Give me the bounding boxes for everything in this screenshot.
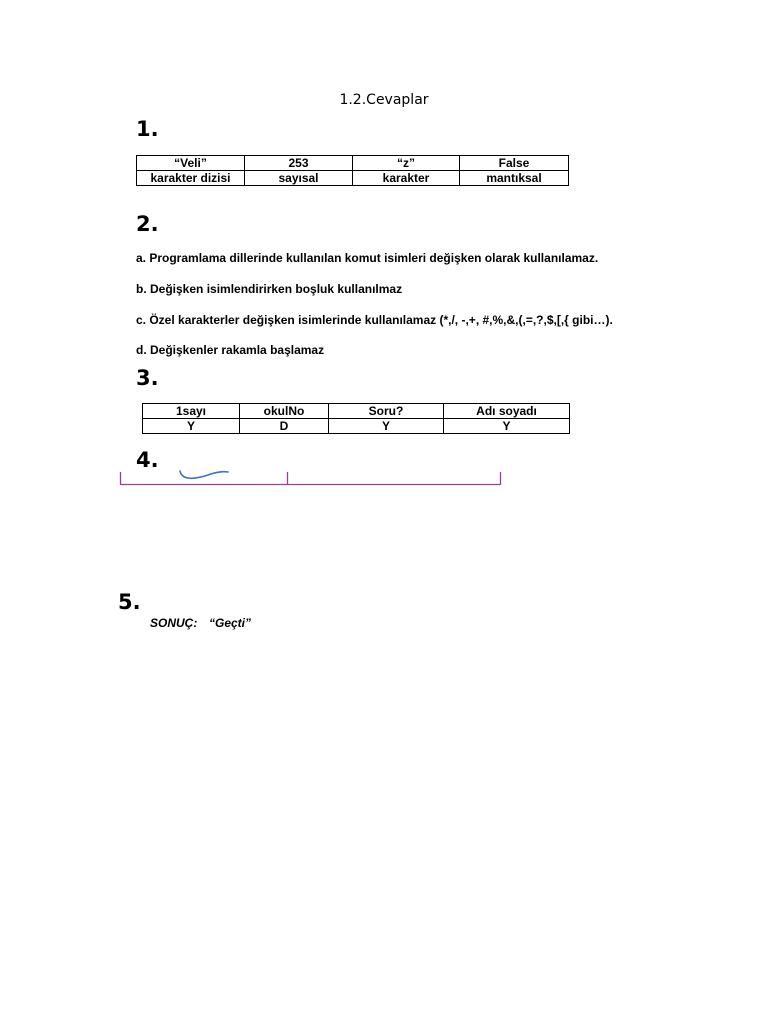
table-cell: mantıksal — [460, 171, 569, 186]
table-cell: 1sayı — [143, 404, 240, 419]
section-3-number: 3. — [136, 366, 159, 390]
result-value: “Geçti” — [209, 616, 252, 630]
table-cell: False — [460, 156, 569, 171]
section-5-number: 5. — [118, 590, 141, 614]
section-4-number: 4. — [136, 448, 159, 472]
table-cell: 253 — [245, 156, 353, 171]
table-cell: okulNo — [240, 404, 329, 419]
bracket-lines — [120, 472, 501, 485]
table-cell: karakter dizisi — [137, 171, 245, 186]
rule-item-d: d. Değişkenler rakamla başlamaz — [136, 343, 325, 357]
rule-item-a: a. Programlama dillerinde kullanılan komut isimleri değişken olarak kullanılamaz. — [136, 251, 599, 265]
table-cell: D — [240, 419, 329, 434]
table-cell: Adı soyadı — [444, 404, 570, 419]
result-label: SONUÇ: — [150, 616, 198, 630]
rule-item-c: c. Özel karakterler değişken isimlerinde kullanılamaz (*,/, -,+, #,%,&,(,=,?,$,[,{ gibi…). — [136, 313, 613, 327]
rule-item-b: b. Değişken isimlendirirken boşluk kullanılmaz — [136, 282, 403, 296]
page-title: 1.2.Cevaplar — [339, 92, 429, 108]
table-cell: Y — [143, 419, 240, 434]
table-cell: karakter — [353, 171, 460, 186]
section-2-number: 2. — [136, 212, 159, 236]
section-1-number: 1. — [136, 117, 159, 141]
table-cell: “z” — [353, 156, 460, 171]
table-cell: sayısal — [245, 171, 353, 186]
table-cell: Y — [444, 419, 570, 434]
table-cell: Y — [329, 419, 444, 434]
table-cell: “Veli” — [137, 156, 245, 171]
table-cell: Soru? — [329, 404, 444, 419]
pen-stroke — [180, 471, 228, 478]
section-4-drawing — [0, 0, 768, 500]
